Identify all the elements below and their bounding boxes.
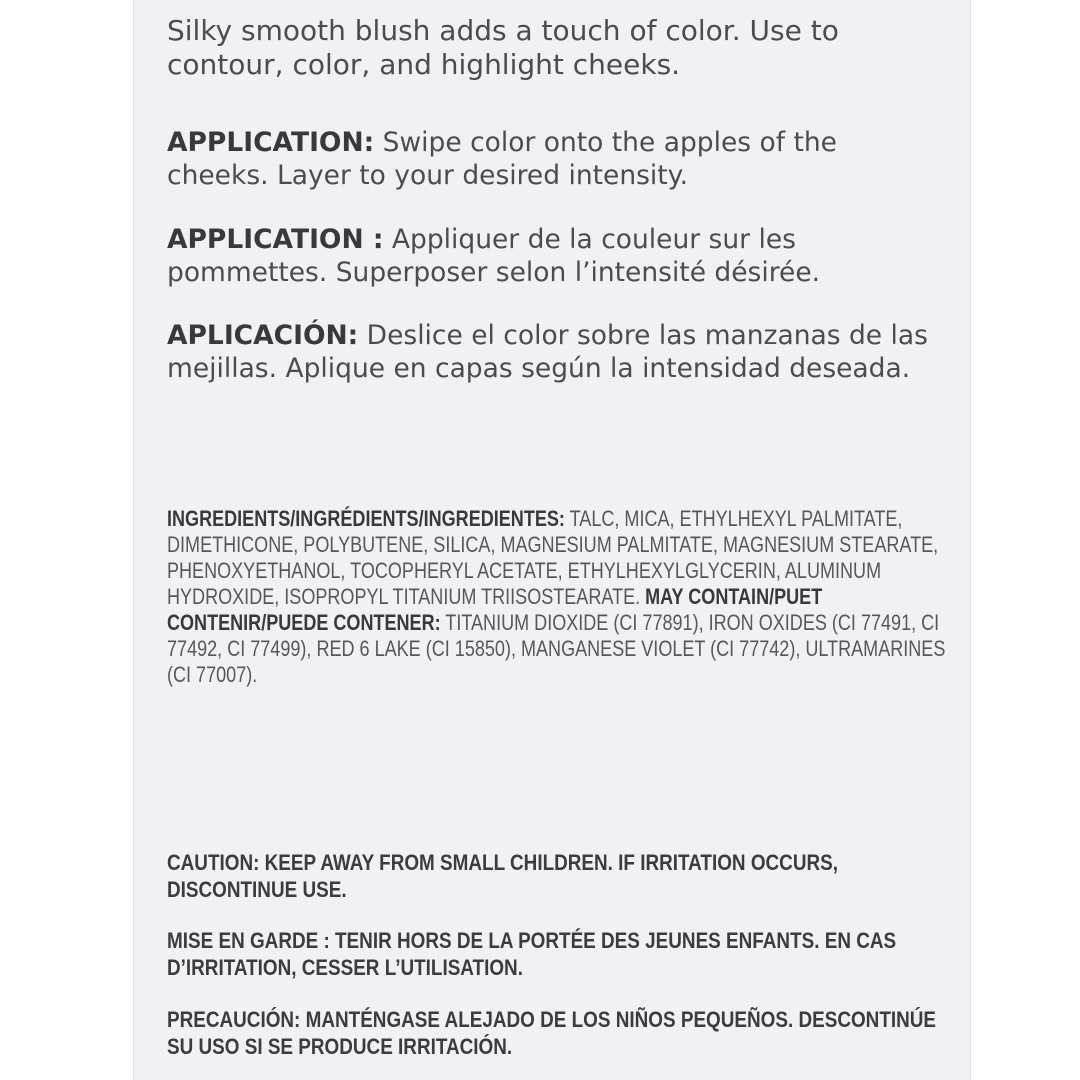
application-es	[167, 319, 957, 385]
ingredients-block	[167, 506, 954, 688]
may-contain-label: MAY CONTAIN/PUET CONTENIR/PUEDE CONTENER:	[167, 584, 823, 635]
ingredients-list: TALC, MICA, ETHYLHEXYL PALMITATE, DIMETHICONE, POLYBUTENE, SILICA, MAGNESIUM PALMITATE, MAGNESIUM STEARATE, PHENOXYETHANOL, TOCOPHERYL ACETATE, ETHYLHEXYLGLYCERIN, ALUMINUM HYDROXIDE, ISOPROPYL TITANIUM TRIISOSTEARATE.	[167, 506, 939, 609]
may-contain-list: TITANIUM DIOXIDE (CI 77891), IRON OXIDES (CI 77491, CI 77492, CI 77499), RED 6 LAKE (CI 15850), MANGANESE VIOLET (CI 77742), ULTRAMARINES (CI 77007).	[167, 610, 946, 687]
application-en-label: APPLICATION:	[167, 127, 375, 158]
application-fr-label: APPLICATION :	[167, 224, 384, 255]
application-en	[167, 126, 927, 192]
product-description: Silky smooth blush adds a touch of color. Use to contour, color, and highlight cheeks.	[167, 14, 839, 81]
application-fr	[167, 223, 927, 289]
application-fr-text: Appliquer de la couleur sur les pommettes. Superposer selon l’intensité désirée.	[167, 224, 821, 288]
caution-fr: MISE EN GARDE : TENIR HORS DE LA PORTÉE DES JEUNES ENFANTS. EN CAS D’IRRITATION, CESSER L’UTILISATION.	[167, 928, 897, 980]
application-es-text: Deslice el color sobre las manzanas de las mejillas. Aplique en capas según la intensidad deseada.	[167, 320, 928, 384]
caution-es: PRECAUCIÓN: MANTÉNGASE ALEJADO DE LOS NIÑOS PEQUEÑOS. DESCONTINÚE SU USO SI SE PRODUCE IRRITACIÓN.	[167, 1007, 937, 1059]
application-es-label: APLICACIÓN:	[167, 320, 359, 351]
application-en-text: Swipe color onto the apples of the cheeks. Layer to your desired intensity.	[167, 127, 837, 191]
caution-en: CAUTION: KEEP AWAY FROM SMALL CHILDREN. IF IRRITATION OCCURS, DISCONTINUE USE.	[167, 850, 838, 902]
ingredients-label: INGREDIENTS/INGRÉDIENTS/INGREDIENTES:	[167, 506, 565, 531]
label-content	[167, 14, 957, 1059]
